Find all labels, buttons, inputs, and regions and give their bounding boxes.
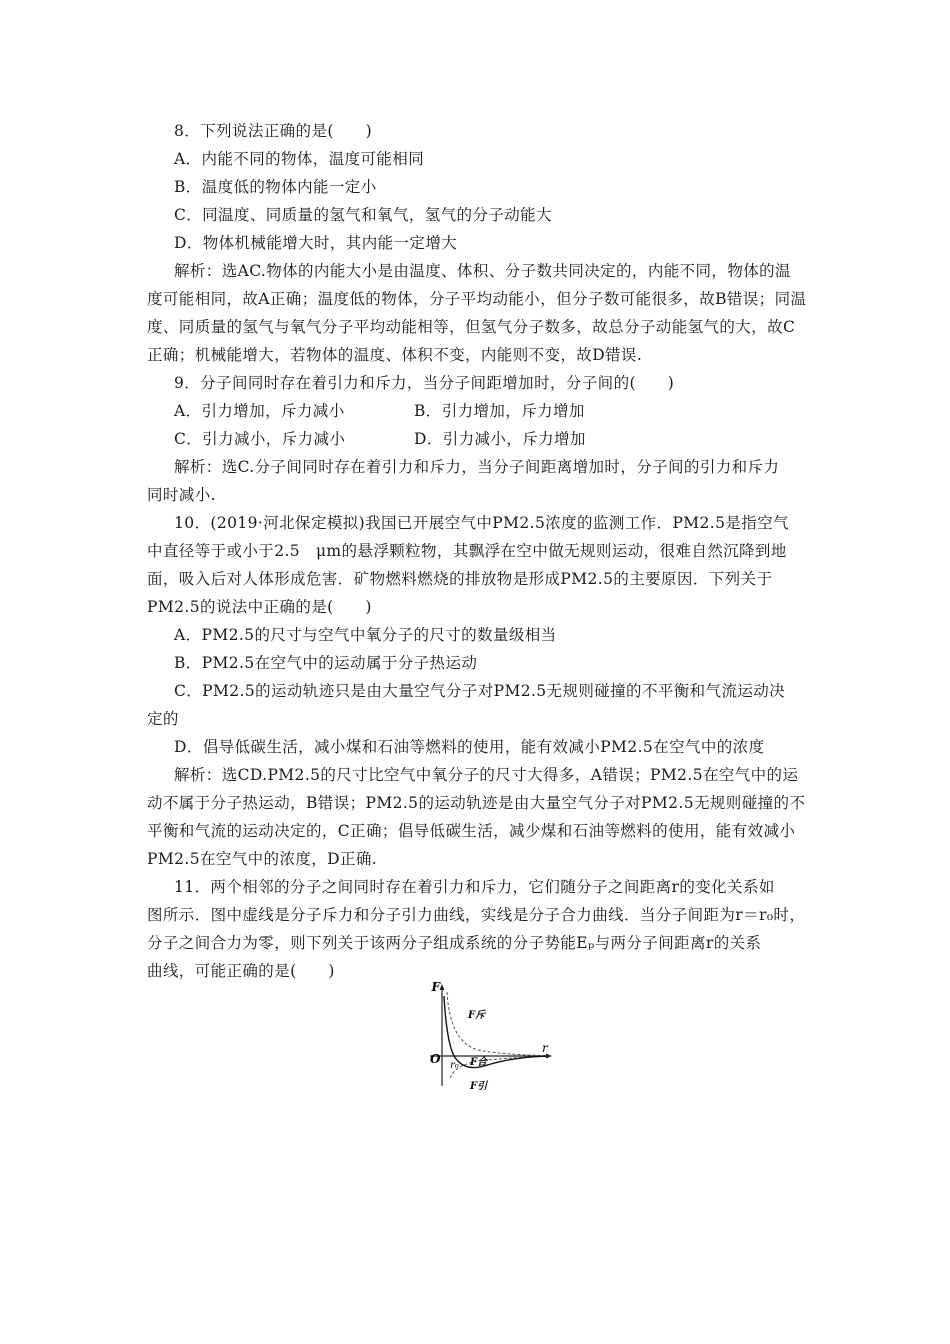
q8-option-d: D．物体机械能增大时，其内能一定增大: [174, 234, 458, 252]
q9-option-a: A．引力增加，斥力减小: [174, 402, 345, 420]
q10-stem-line: 中直径等于或小于2.5 μm的悬浮颗粒物，其飘浮在空中做无规则运动，很难自然沉降到地: [147, 542, 787, 560]
q10-explanation-line: 平衡和气流的运动决定的，C正确；倡导低碳生活，减少煤和石油等燃料的使用，能有效减小: [147, 822, 796, 840]
r0-label: r₀: [450, 1060, 459, 1071]
q9-option-b: B．引力增加，斥力增加: [414, 402, 585, 420]
q10-option-c-cont: 定的: [147, 710, 179, 728]
q11-stem-line: 图所示．图中虚线是分子斥力和分子引力曲线，实线是分子合力曲线．当分子间距为r＝r₀时，: [147, 906, 806, 924]
q11-stem-line: 11．两个相邻的分子之间同时存在着引力和斥力，它们随分子之间距离r的变化关系如: [174, 878, 775, 896]
q10-explanation-line: 动不属于分子热运动，B错误；PM2.5的运动轨迹是由大量空气分子对PM2.5无规则碰撞的不: [147, 794, 806, 812]
q10-explanation-line: PM2.5在空气中的浓度，D正确.: [147, 850, 378, 868]
q11-stem-line: 分子之间合力为零，则下列关于该两分子组成系统的分子势能Eₚ与两分子间距离r的关系: [147, 934, 762, 952]
q10-option-b: B．PM2.5在空气中的运动属于分子热运动: [174, 654, 478, 672]
q10-option-a: A．PM2.5的尺寸与空气中氧分子的尺寸的数量级相当: [174, 626, 557, 644]
net-force-curve: [444, 996, 546, 1068]
q9-explanation-line: 解析：选C.分子间同时存在着引力和斥力，当分子间距离增加时，分子间的引力和斥力: [174, 458, 780, 476]
f-attractive-label: F引: [470, 1081, 488, 1092]
q8-explanation-line: 正确；机械能增大，若物体的温度、体积不变，内能则不变，故D错误.: [147, 346, 643, 364]
f-repulsive-label: F斥: [468, 1010, 486, 1021]
origin-label: O: [430, 1052, 441, 1066]
f-axis-arrow: [440, 984, 445, 990]
q9-option-d: D．引力减小，斥力增加: [414, 430, 586, 448]
repulsive-force-curve: [447, 992, 546, 1056]
f-net-label: F合: [470, 1057, 488, 1068]
q10-stem-line: 面，吸入后对人体形成危害．矿物燃料燃烧的排放物是形成PM2.5的主要原因．下列关于: [147, 570, 773, 588]
r-axis-label: r: [542, 1041, 548, 1055]
q9-option-c: C．引力减小，斥力减小: [174, 430, 346, 448]
q11-stem-line: 曲线，可能正确的是( ): [147, 962, 335, 980]
q9-explanation-line: 同时减小.: [147, 486, 216, 504]
f-axis-label: F: [431, 982, 440, 994]
q10-explanation-line: 解析：选CD.PM2.5的尺寸比空气中氧分子的尺寸大得多，A错误；PM2.5在空气中的运: [174, 766, 799, 784]
q8-explanation-line: 解析：选AC.物体的内能大小是由温度、体积、分子数共同决定的，内能不同，物体的温: [174, 262, 791, 280]
q10-stem-line: 10．(2019·河北保定模拟)我国已开展空气中PM2.5浓度的监测工作．PM2.5是指空气: [174, 514, 789, 532]
q8-option-b: B．温度低的物体内能一定小: [174, 178, 377, 196]
q10-option-c: C．PM2.5的运动轨迹只是由大量空气分子对PM2.5无规则碰撞的不平衡和气流运动决: [174, 682, 786, 700]
attractive-force-curve: [450, 1057, 546, 1079]
q8-option-a: A．内能不同的物体，温度可能相同: [174, 150, 425, 168]
q8-explanation-line: 度、同质量的氢气与氧气分子平均动能相等，但氢气分子数多，故总分子动能氢气的大，故C: [147, 318, 796, 336]
q10-stem-line: PM2.5的说法中正确的是( ): [147, 598, 372, 616]
q8-option-c: C．同温度、同质量的氢气和氧气，氢气的分子动能大: [174, 206, 552, 224]
q10-option-d: D．倡导低碳生活，减小煤和石油等燃料的使用，能有效减小PM2.5在空气中的浓度: [174, 738, 765, 756]
q8-stem: 8．下列说法正确的是( ): [174, 122, 373, 140]
q9-stem: 9．分子间同时存在着引力和斥力，当分子间距增加时，分子间的( ): [174, 374, 675, 392]
force-distance-figure: [418, 982, 560, 1092]
q8-explanation-line: 度可能相同，故A正确；温度低的物体，分子平均动能小，但分子数可能很多，故B错误；同温: [147, 290, 807, 308]
